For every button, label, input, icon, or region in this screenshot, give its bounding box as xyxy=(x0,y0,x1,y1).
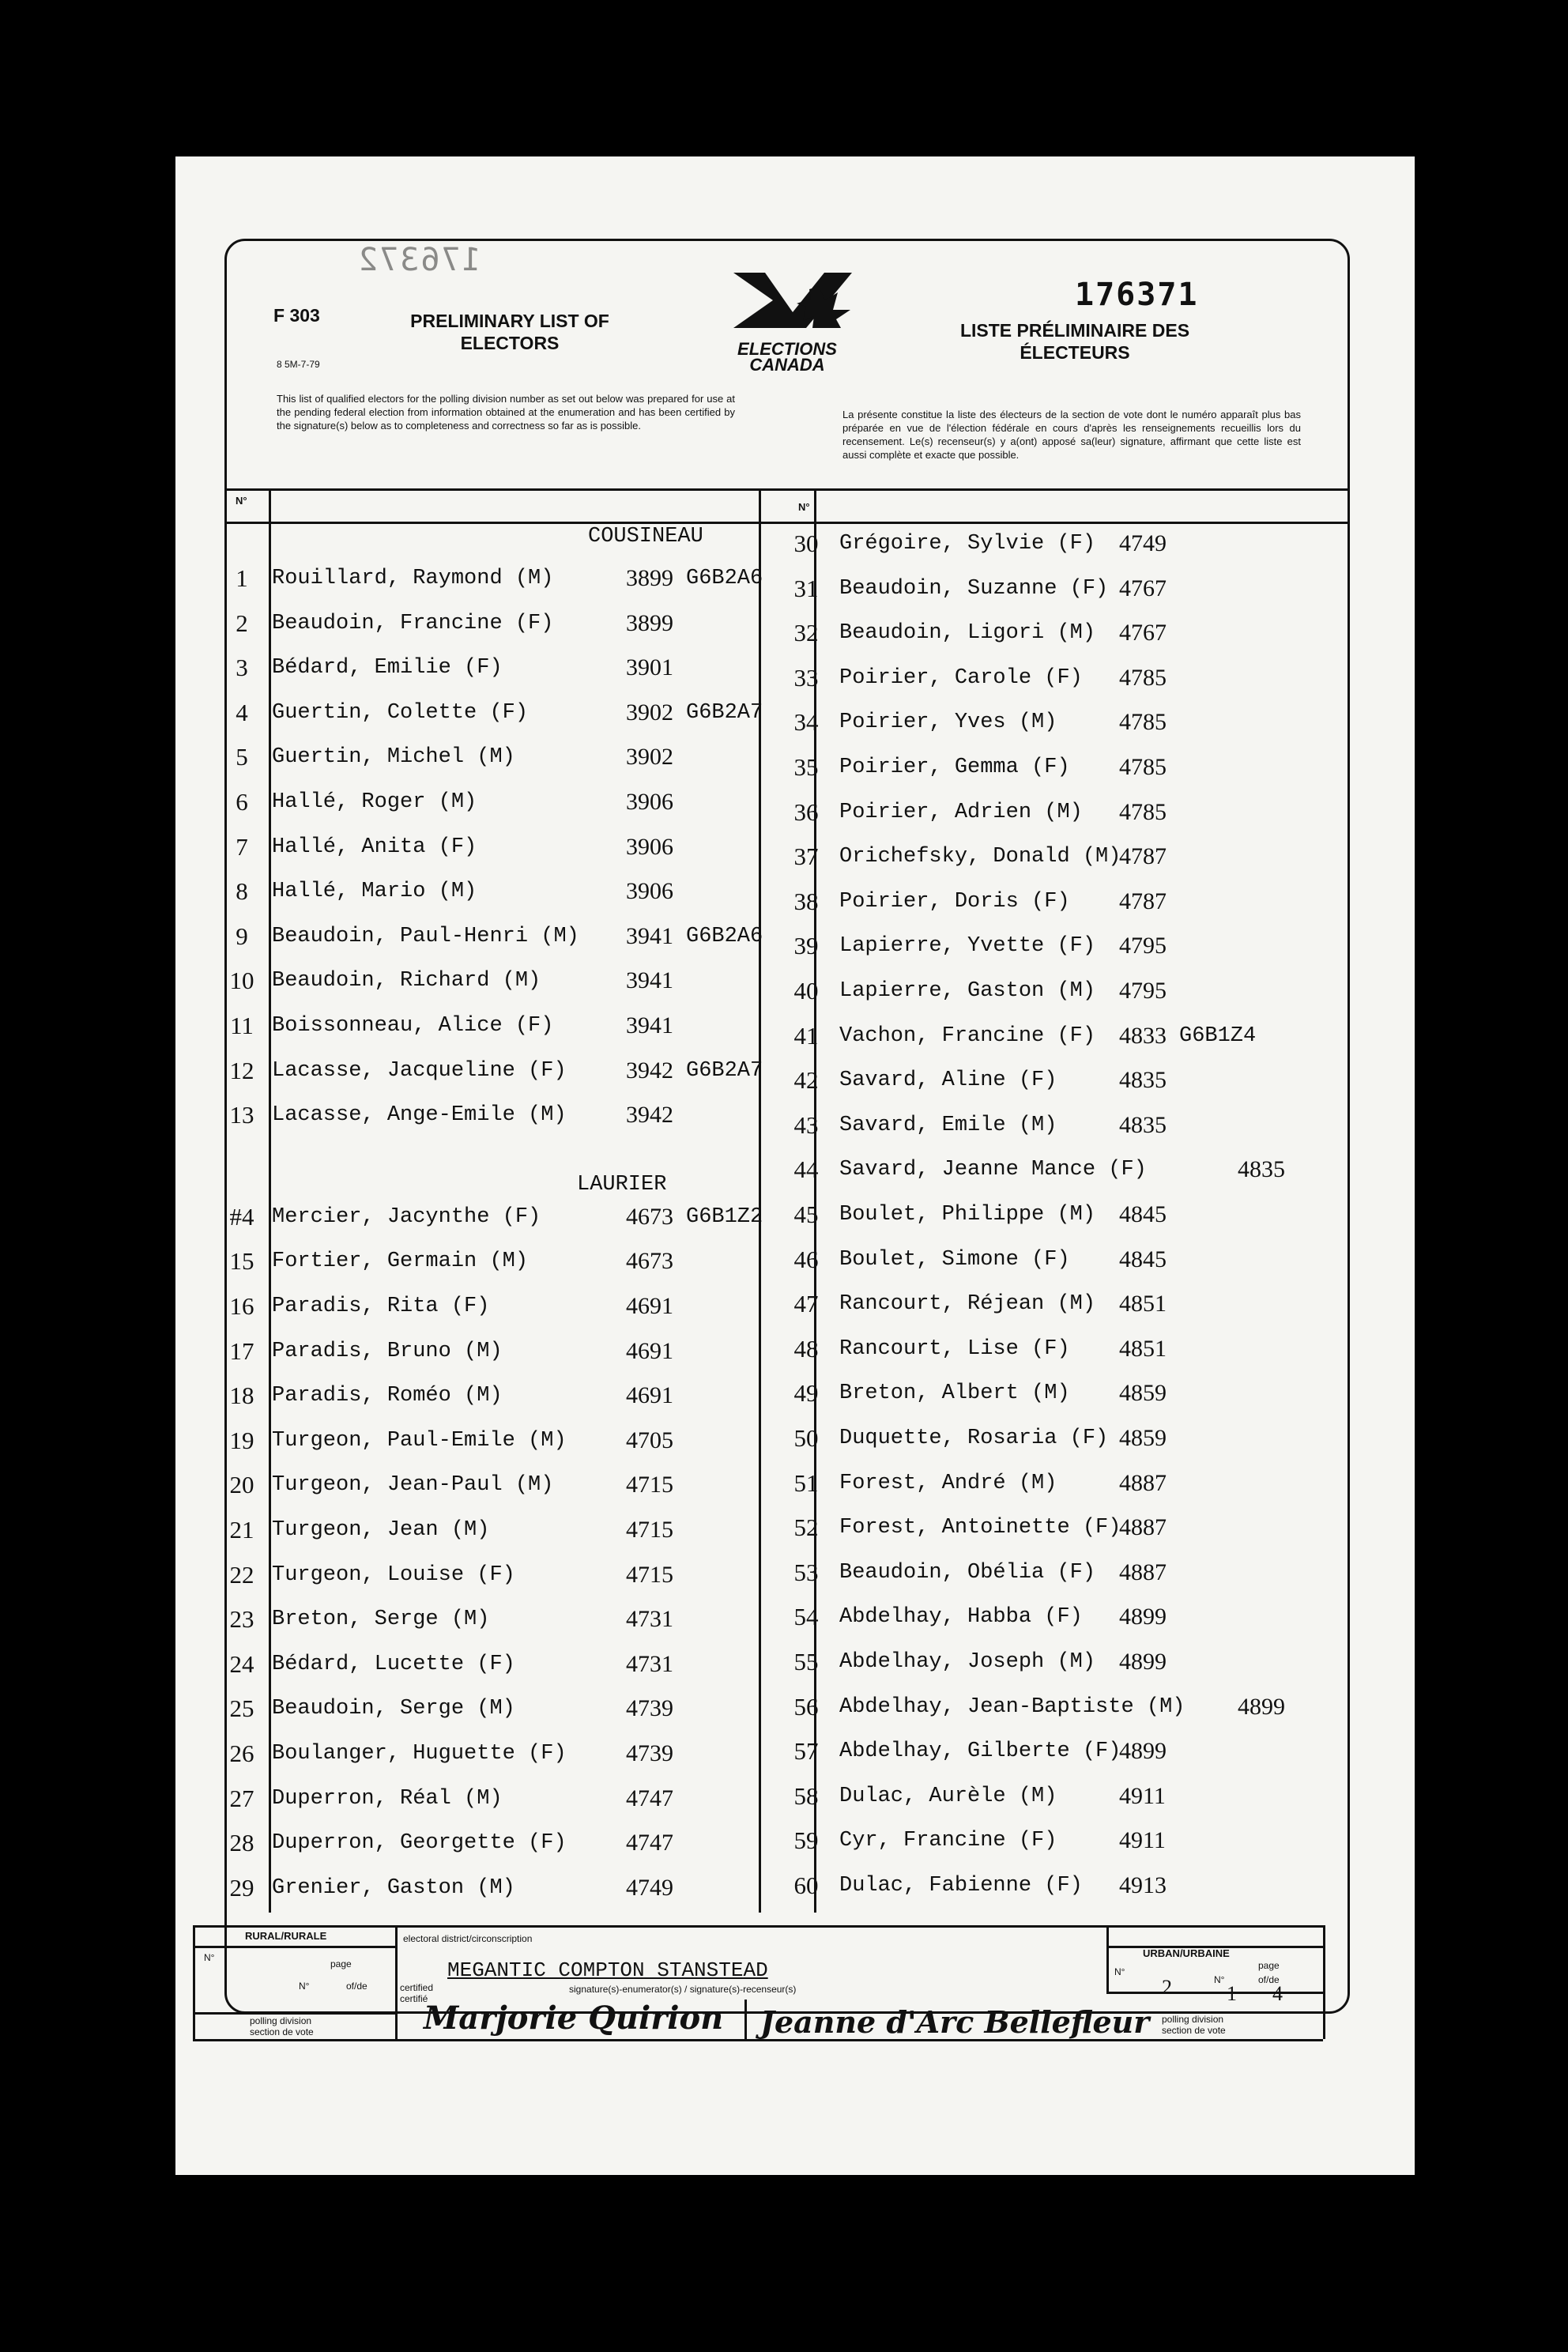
elector-number: 30 xyxy=(793,530,819,557)
elector-name: Boulet, Simone (F) xyxy=(839,1247,1070,1272)
footer-urban-divider xyxy=(1106,1925,1109,1992)
elector-row xyxy=(218,1510,771,1551)
elector-address-number: 4785 xyxy=(1119,709,1167,736)
elector-row xyxy=(782,1283,1336,1325)
elector-address-number: 4739 xyxy=(626,1740,673,1766)
elector-row xyxy=(782,1596,1336,1638)
elector-name: Abdelhay, Habba (F) xyxy=(839,1605,1083,1630)
elector-row xyxy=(218,603,771,644)
elector-row xyxy=(782,747,1336,788)
elector-row xyxy=(218,1599,771,1640)
rural-of-label: of/de xyxy=(346,1981,368,1992)
elector-row xyxy=(218,1005,771,1046)
elector-number: 45 xyxy=(793,1200,819,1228)
elector-name: Hallé, Mario (M) xyxy=(272,880,477,904)
elector-address-number: 4899 xyxy=(1238,1693,1285,1720)
elector-row xyxy=(782,1820,1336,1861)
elector-row xyxy=(782,971,1336,1012)
elector-address-number: 4785 xyxy=(1119,798,1167,825)
urban-page-label: page xyxy=(1258,1960,1280,1971)
elector-number: 60 xyxy=(793,1871,819,1899)
elector-name: Beaudoin, Francine (F) xyxy=(272,611,554,635)
elector-row xyxy=(782,881,1336,922)
elector-number: 4 xyxy=(236,698,248,726)
elector-name: Orichefsky, Donald (M) xyxy=(839,845,1121,869)
elector-address-number: 4835 xyxy=(1238,1156,1285,1183)
elector-number: 35 xyxy=(793,753,819,781)
footer-top-rule xyxy=(193,1925,1323,1928)
elector-number: #4 xyxy=(229,1202,254,1231)
intro-french: La présente constitue la liste des électeurs de la section de vote dont le numéro apparaît plus bas préparée en vue de l'élection fédérale en cours d'après les renseignements recueillis lors du recensement. Le(s) recenseur(s) y a(ont) apposé sa(leur) signature, affirmant que cette liste est aussi complète et exacte que possible. xyxy=(842,409,1301,461)
elector-number: 34 xyxy=(793,708,819,737)
elector-row xyxy=(782,1016,1336,1057)
no-header-right: N° xyxy=(798,501,810,513)
elector-address-number: 3902 xyxy=(626,744,673,771)
elector-number: 23 xyxy=(229,1605,254,1634)
elector-name: Breton, Serge (M) xyxy=(272,1608,490,1632)
elector-row xyxy=(782,792,1336,833)
elector-address-number: 4795 xyxy=(1119,933,1167,959)
elector-number: 16 xyxy=(229,1292,254,1320)
elector-address-number: 3899 xyxy=(626,609,673,636)
urban-page-number: 1 xyxy=(1227,1982,1237,2005)
no-header-left: N° xyxy=(236,495,247,507)
elector-row xyxy=(782,1194,1336,1235)
signature-divider xyxy=(744,2000,747,2039)
serial-number: 176371 xyxy=(1075,277,1199,313)
elector-number: 8 xyxy=(236,877,248,906)
elector-address-number: 3899 xyxy=(626,565,673,591)
elector-number: 40 xyxy=(793,977,819,1004)
elector-row xyxy=(782,1687,1336,1728)
elector-number: 25 xyxy=(229,1694,254,1723)
elector-name: Bédard, Lucette (F) xyxy=(272,1652,515,1676)
elector-row xyxy=(218,916,771,957)
urban-section-label: section de vote xyxy=(1162,2025,1226,2036)
elector-number: 32 xyxy=(793,619,819,647)
rural-polling-rule xyxy=(193,2012,395,2015)
logo-text: ELECTIONS CANADA xyxy=(737,339,837,375)
elector-name: Rouillard, Raymond (M) xyxy=(272,567,554,590)
elector-row xyxy=(218,1331,771,1372)
elector-number: 12 xyxy=(229,1056,254,1084)
rural-label: RURAL/RURALE xyxy=(245,1930,327,1942)
elector-name: Beaudoin, Serge (M) xyxy=(272,1697,515,1721)
elector-number: 52 xyxy=(793,1513,819,1542)
form-revision: 8 5M-7-79 xyxy=(277,359,320,370)
elector-row xyxy=(218,1375,771,1416)
elector-postal-code: G6B2A7 xyxy=(686,700,763,725)
elector-name: Paradis, Roméo (M) xyxy=(272,1384,503,1408)
elector-address-number: 4767 xyxy=(1119,620,1167,646)
elector-name: Duquette, Rosaria (F) xyxy=(839,1427,1109,1450)
urban-no-label: N° xyxy=(1114,1966,1125,1977)
elector-number: 2 xyxy=(236,609,248,637)
elector-address-number: 4851 xyxy=(1119,1291,1167,1317)
elector-address-number: 4715 xyxy=(626,1472,673,1498)
elector-address-number: 4911 xyxy=(1119,1782,1166,1809)
elector-name: Abdelhay, Jean-Baptiste (M) xyxy=(839,1694,1185,1719)
elector-number: 39 xyxy=(793,932,819,960)
elector-row xyxy=(782,1552,1336,1593)
elector-number: 53 xyxy=(793,1558,819,1586)
elector-name: Beaudoin, Paul-Henri (M) xyxy=(272,924,579,948)
elector-address-number: 4785 xyxy=(1119,664,1167,691)
elector-number: 11 xyxy=(230,1012,254,1039)
elector-address-number: 3942 xyxy=(626,1057,673,1084)
elector-address-number: 4731 xyxy=(626,1606,673,1633)
elector-address-number: 4835 xyxy=(1119,1067,1167,1094)
elector-number: 28 xyxy=(229,1829,254,1857)
elector-address-number: 4747 xyxy=(626,1785,673,1811)
elector-row xyxy=(218,960,771,1001)
elector-row xyxy=(218,782,771,823)
form-code: F 303 xyxy=(273,305,320,326)
elector-row xyxy=(782,1418,1336,1459)
elector-address-number: 4691 xyxy=(626,1382,673,1409)
elector-postal-code: G6B1Z4 xyxy=(1179,1023,1257,1048)
elector-address-number: 4887 xyxy=(1119,1469,1167,1496)
section-laurier: LAURIER xyxy=(577,1173,667,1197)
elector-name: Rancourt, Lise (F) xyxy=(839,1336,1070,1361)
elector-row xyxy=(782,925,1336,967)
elector-address-number: 4859 xyxy=(1119,1380,1167,1407)
elector-address-number: 4859 xyxy=(1119,1425,1167,1451)
footer-rural-divider xyxy=(395,1925,398,2039)
elector-row xyxy=(782,1776,1336,1817)
elector-number: 50 xyxy=(793,1424,819,1452)
elector-name: Bédard, Emilie (F) xyxy=(272,656,503,680)
elector-name: Boulanger, Huguette (F) xyxy=(272,1742,567,1766)
table-top-rule xyxy=(224,488,1348,491)
urban-polling-label: polling division xyxy=(1162,2014,1224,2025)
urban-no2-label: N° xyxy=(1214,1974,1225,1985)
elector-address-number: 4739 xyxy=(626,1695,673,1722)
elector-address-number: 4747 xyxy=(626,1830,673,1856)
elector-address-number: 4911 xyxy=(1119,1827,1166,1854)
elector-address-number: 4715 xyxy=(626,1517,673,1543)
elector-number: 27 xyxy=(229,1784,254,1812)
elector-address-number: 3906 xyxy=(626,833,673,860)
elector-number: 57 xyxy=(793,1737,819,1766)
elector-name: Breton, Albert (M) xyxy=(839,1381,1070,1406)
elector-address-number: 4787 xyxy=(1119,888,1167,914)
elector-number: 29 xyxy=(229,1873,254,1902)
rural-polling-label: polling division xyxy=(250,2015,312,2026)
urban-polling-rule xyxy=(1106,1992,1323,1994)
elector-row xyxy=(782,1105,1336,1146)
elector-address-number: 4887 xyxy=(1119,1559,1167,1585)
elector-name: Hallé, Roger (M) xyxy=(272,790,477,814)
rural-no-label: N° xyxy=(204,1952,215,1963)
elector-name: Rancourt, Réjean (M) xyxy=(839,1292,1096,1317)
elector-row xyxy=(218,1555,771,1596)
elector-number: 7 xyxy=(236,832,248,861)
elector-row xyxy=(218,1778,771,1819)
elector-number: 17 xyxy=(229,1336,254,1365)
elector-number: 36 xyxy=(793,797,819,826)
elector-address-number: 3906 xyxy=(626,878,673,905)
district-label: electoral district/circonscription xyxy=(403,1933,533,1944)
elector-name: Turgeon, Jean (M) xyxy=(272,1518,490,1542)
elector-postal-code: G6B2A6 xyxy=(686,924,763,948)
elector-number: 49 xyxy=(793,1379,819,1408)
elector-name: Turgeon, Louise (F) xyxy=(272,1562,515,1587)
elector-address-number: 4705 xyxy=(626,1427,673,1453)
elector-number: 54 xyxy=(793,1603,819,1631)
footer-right-edge xyxy=(1323,1925,1325,2039)
elector-address-number: 4691 xyxy=(626,1337,673,1364)
elector-row xyxy=(218,1733,771,1774)
elector-row xyxy=(218,827,771,868)
elector-number: 6 xyxy=(236,788,248,816)
elector-row xyxy=(218,1644,771,1685)
elector-address-number: 4833 xyxy=(1119,1022,1167,1049)
rural-label-rule xyxy=(193,1946,395,1948)
elector-number: 47 xyxy=(793,1290,819,1318)
elector-address-number: 4835 xyxy=(1119,1111,1167,1138)
elector-name: Lapierre, Yvette (F) xyxy=(839,934,1096,959)
elector-row xyxy=(782,1731,1336,1772)
elector-address-number: 4767 xyxy=(1119,575,1167,601)
elector-row xyxy=(782,1507,1336,1548)
footer-bottom-rule xyxy=(193,2039,1323,2041)
elector-name: Lacasse, Jacqueline (F) xyxy=(272,1058,567,1083)
elector-postal-code: G6B2A6 xyxy=(686,567,763,590)
elector-number: 21 xyxy=(229,1516,254,1544)
elector-row xyxy=(782,1463,1336,1504)
elector-number: 9 xyxy=(236,922,248,950)
elector-number: 55 xyxy=(793,1648,819,1675)
elector-row xyxy=(218,1688,771,1729)
elector-row xyxy=(218,1822,771,1864)
elector-name: Poirier, Doris (F) xyxy=(839,889,1070,914)
rural-page-label: page xyxy=(330,1958,352,1969)
elector-address-number: 4899 xyxy=(1119,1649,1167,1675)
elector-name: Poirier, Yves (M) xyxy=(839,710,1057,735)
elector-name: Abdelhay, Joseph (M) xyxy=(839,1650,1096,1674)
elector-name: Guertin, Colette (F) xyxy=(272,700,529,725)
elector-number: 24 xyxy=(229,1649,254,1678)
elector-row xyxy=(782,1239,1336,1280)
urban-number: 2 xyxy=(1162,1976,1172,1999)
elector-number: 37 xyxy=(793,842,819,871)
elector-address-number: 4899 xyxy=(1119,1604,1167,1630)
urban-page-of: 4 xyxy=(1272,1982,1283,2005)
elector-row xyxy=(218,1868,771,1909)
elector-name: Duperron, Réal (M) xyxy=(272,1786,503,1811)
elector-number: 5 xyxy=(236,743,248,771)
elector-name: Hallé, Anita (F) xyxy=(272,835,477,859)
elector-address-number: 3942 xyxy=(626,1102,673,1129)
elector-address-number: 3941 xyxy=(626,1012,673,1038)
elector-address-number: 4749 xyxy=(1119,530,1167,556)
elector-address-number: 4795 xyxy=(1119,978,1167,1004)
elector-row xyxy=(218,1420,771,1461)
elector-row xyxy=(218,1464,771,1506)
elector-name: Forest, André (M) xyxy=(839,1471,1057,1495)
elector-name: Paradis, Bruno (M) xyxy=(272,1339,503,1363)
elector-name: Beaudoin, Richard (M) xyxy=(272,969,541,993)
elector-name: Abdelhay, Gilberte (F) xyxy=(839,1740,1121,1764)
title-english: PRELIMINARY LIST OF ELECTORS xyxy=(410,311,609,353)
elector-row xyxy=(218,558,771,599)
elector-row xyxy=(782,1642,1336,1683)
elector-name: Dulac, Fabienne (F) xyxy=(839,1874,1083,1898)
elector-number: 42 xyxy=(793,1066,819,1095)
elector-row xyxy=(782,1149,1336,1190)
certifie-label: certifié xyxy=(400,1993,428,2004)
elector-address-number: 4845 xyxy=(1119,1246,1167,1272)
elector-row xyxy=(782,1373,1336,1414)
elector-row xyxy=(782,1329,1336,1370)
elector-address-number: 4715 xyxy=(626,1561,673,1588)
elector-number: 13 xyxy=(229,1101,254,1129)
rural-no2-label: N° xyxy=(299,1981,310,1992)
certified-label: certified xyxy=(400,1982,434,1993)
elector-row xyxy=(218,1241,771,1282)
elector-address-number: 4851 xyxy=(1119,1335,1167,1362)
elector-name: Poirier, Adrien (M) xyxy=(839,800,1083,824)
elector-name: Savard, Emile (M) xyxy=(839,1113,1057,1137)
elector-number: 44 xyxy=(793,1155,819,1184)
elector-address-number: 3902 xyxy=(626,699,673,726)
elector-number: 26 xyxy=(229,1740,254,1767)
rural-section-label: section de vote xyxy=(250,2026,314,2037)
elector-number: 3 xyxy=(236,654,248,682)
signature-enumerator-2: Jeanne d'Arc Bellefleur xyxy=(760,2004,1150,2040)
elector-row xyxy=(218,737,771,778)
elector-name: Lapierre, Gaston (M) xyxy=(839,979,1096,1003)
urban-of-label: of/de xyxy=(1258,1974,1280,1985)
elector-name: Boulet, Philippe (M) xyxy=(839,1203,1096,1227)
elector-number: 31 xyxy=(793,574,819,602)
elector-number: 48 xyxy=(793,1334,819,1363)
elector-address-number: 3906 xyxy=(626,789,673,815)
elector-number: 10 xyxy=(229,967,254,995)
elector-number: 38 xyxy=(793,887,819,915)
elector-number: 51 xyxy=(793,1468,819,1497)
elector-address-number: 4787 xyxy=(1119,843,1167,870)
elector-number: 19 xyxy=(229,1426,254,1454)
elector-name: Turgeon, Jean-Paul (M) xyxy=(272,1473,554,1498)
elector-address-number: 3901 xyxy=(626,654,673,681)
elector-row xyxy=(218,1197,771,1238)
elector-postal-code: G6B2A7 xyxy=(686,1058,763,1083)
elector-number: 1 xyxy=(236,564,248,592)
elector-name: Savard, Jeanne Mance (F) xyxy=(839,1158,1147,1182)
elector-name: Beaudoin, Obélia (F) xyxy=(839,1560,1096,1585)
elector-address-number: 4899 xyxy=(1119,1738,1167,1765)
elector-row xyxy=(782,1865,1336,1906)
elector-row xyxy=(782,702,1336,743)
elector-name: Poirier, Carole (F) xyxy=(839,665,1083,690)
elector-row xyxy=(782,836,1336,877)
title-french: LISTE PRÉLIMINAIRE DES ÉLECTEURS xyxy=(959,320,1190,363)
elector-row xyxy=(782,568,1336,609)
intro-english: This list of qualified electors for the polling division number as set out below was prepared for use at the pending federal election from information obtained at the enumeration and has been certified by the signature(s) below as to completeness and correctness so far as is possible. xyxy=(277,393,735,432)
urban-label: URBAN/URBAINE xyxy=(1143,1947,1230,1959)
elector-address-number: 4887 xyxy=(1119,1514,1167,1541)
elector-address-number: 4785 xyxy=(1119,754,1167,780)
elector-row xyxy=(782,658,1336,699)
elector-name: Duperron, Georgette (F) xyxy=(272,1831,567,1856)
elector-name: Beaudoin, Suzanne (F) xyxy=(839,576,1109,601)
elector-number: 22 xyxy=(229,1560,254,1589)
elector-address-number: 3941 xyxy=(626,967,673,994)
elector-name: Guertin, Michel (M) xyxy=(272,745,515,770)
elector-address-number: 3941 xyxy=(626,922,673,949)
elector-name: Savard, Aline (F) xyxy=(839,1069,1057,1093)
elector-number: 18 xyxy=(229,1381,254,1410)
elector-name: Beaudoin, Ligori (M) xyxy=(839,621,1096,646)
elector-number: 56 xyxy=(793,1692,819,1721)
elector-name: Grégoire, Sylvie (F) xyxy=(839,532,1096,556)
elector-number: 20 xyxy=(229,1471,254,1499)
elector-name: Mercier, Jacynthe (F) xyxy=(272,1204,541,1229)
elector-row xyxy=(782,523,1336,564)
elector-number: 59 xyxy=(793,1826,819,1855)
elector-row xyxy=(782,1060,1336,1101)
elector-row xyxy=(218,1095,771,1136)
elector-postal-code: G6B1Z2 xyxy=(686,1204,763,1229)
elector-name: Forest, Antoinette (F) xyxy=(839,1516,1121,1540)
elector-number: 46 xyxy=(793,1245,819,1273)
elector-name: Boissonneau, Alice (F) xyxy=(272,1014,554,1038)
elector-number: 43 xyxy=(793,1110,819,1139)
elector-row xyxy=(218,647,771,688)
elector-row xyxy=(218,692,771,733)
elector-name: Turgeon, Paul-Emile (M) xyxy=(272,1428,567,1453)
elector-name: Fortier, Germain (M) xyxy=(272,1250,529,1274)
elector-row xyxy=(218,1050,771,1091)
elector-row xyxy=(218,871,771,912)
elector-name: Cyr, Francine (F) xyxy=(839,1829,1057,1853)
serial-mirror: 176372 xyxy=(357,242,481,278)
elector-number: 58 xyxy=(793,1781,819,1810)
elector-address-number: 4673 xyxy=(626,1248,673,1275)
elector-row xyxy=(782,612,1336,654)
elector-number: 41 xyxy=(793,1021,819,1050)
signature-enumerator-1: Marjorie Quirion xyxy=(424,2000,724,2037)
elector-name: Dulac, Aurèle (M) xyxy=(839,1784,1057,1808)
section-cousineau: COUSINEAU xyxy=(588,525,703,548)
elector-address-number: 4673 xyxy=(626,1203,673,1230)
elector-row xyxy=(218,1286,771,1327)
district-value: MEGANTIC COMPTON STANSTEAD xyxy=(447,1958,768,1982)
signature-label: signature(s)-enumerator(s) / signature(s)-recenseur(s) xyxy=(569,1984,797,1995)
footer-left-edge xyxy=(193,1925,195,2039)
elector-name: Paradis, Rita (F) xyxy=(272,1295,490,1318)
elector-name: Vachon, Francine (F) xyxy=(839,1023,1096,1048)
elector-name: Lacasse, Ange-Emile (M) xyxy=(272,1103,567,1128)
elector-address-number: 4691 xyxy=(626,1293,673,1319)
elector-name: Poirier, Gemma (F) xyxy=(839,756,1070,779)
elector-address-number: 4913 xyxy=(1119,1872,1167,1898)
elector-number: 15 xyxy=(229,1247,254,1276)
elector-number: 33 xyxy=(793,663,819,692)
elector-name: Grenier, Gaston (M) xyxy=(272,1875,515,1900)
elector-address-number: 4749 xyxy=(626,1874,673,1901)
elector-address-number: 4845 xyxy=(1119,1201,1167,1227)
elector-address-number: 4731 xyxy=(626,1650,673,1677)
